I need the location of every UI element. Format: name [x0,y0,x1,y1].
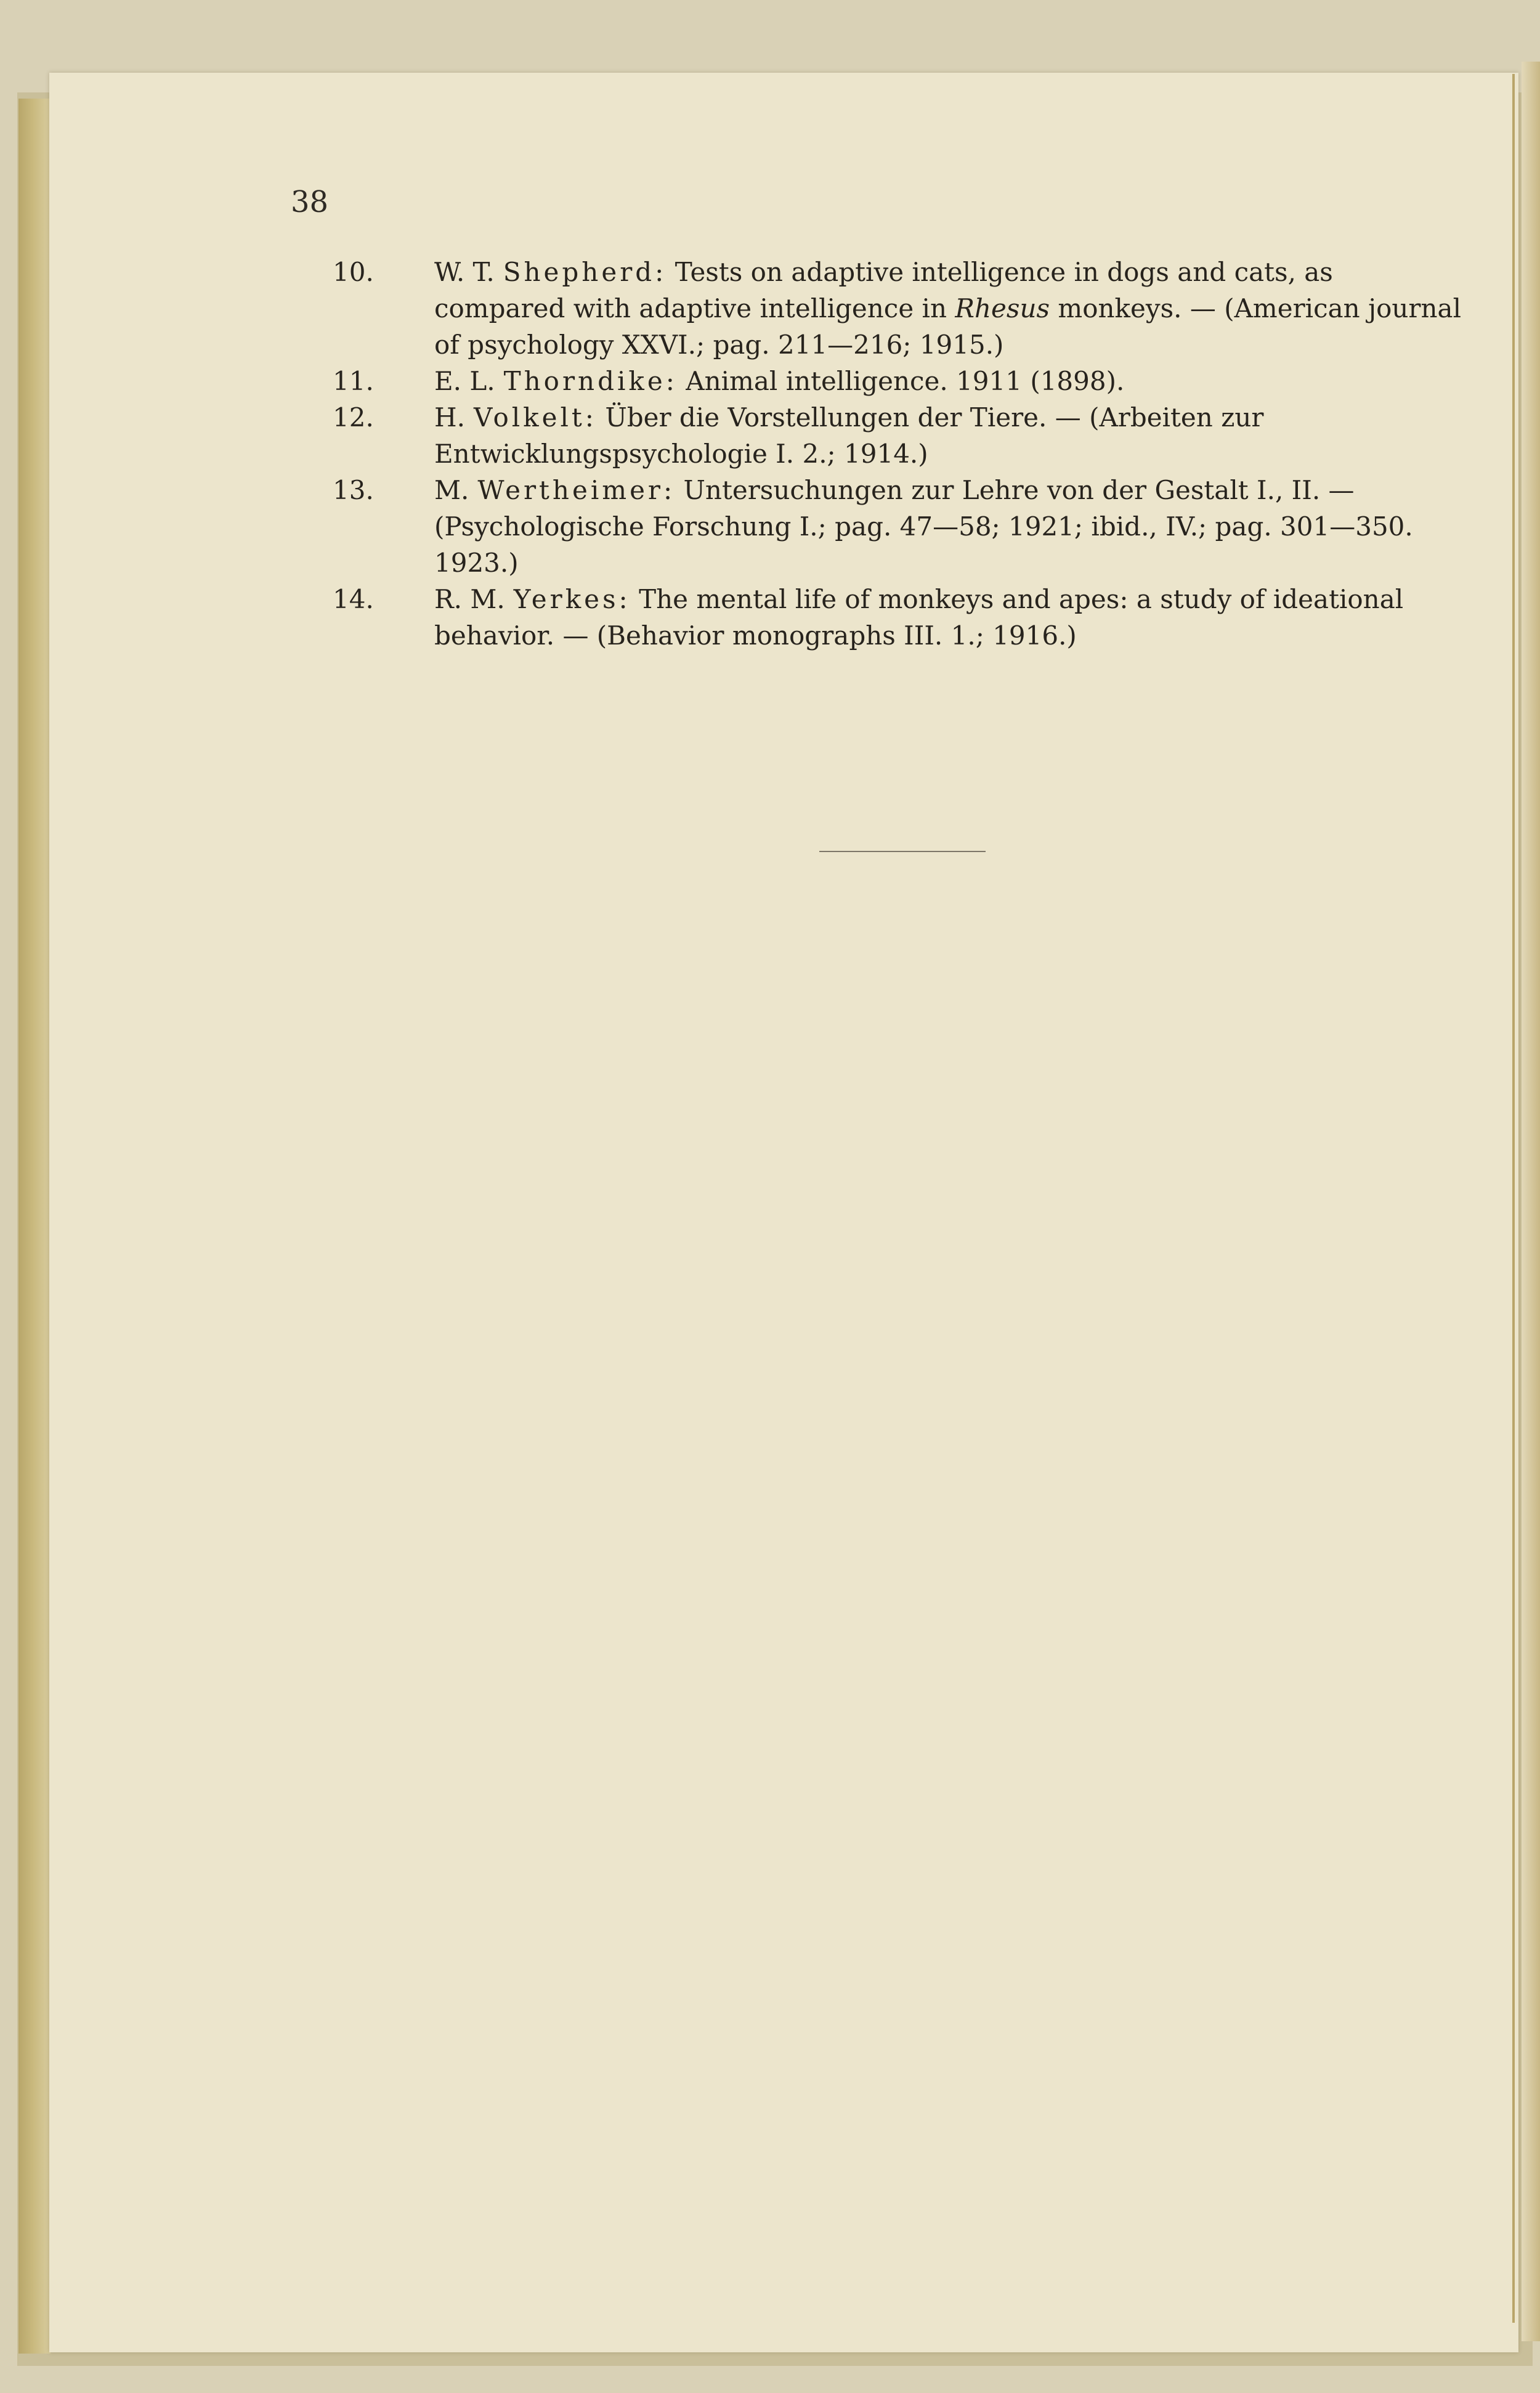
page-fold-line [1512,74,1515,2323]
entry-number: 10. [333,257,374,287]
bibliography-entry [333,399,1463,472]
bibliography-list [333,254,1463,654]
entry-text-continued: monkeys. — (American journal of psychology XXVI.; pag. 211—216; 1915.) [434,293,1462,360]
next-page-edge [1522,62,1540,2341]
bibliography-entry [333,363,1463,399]
page-number: 38 [291,185,329,219]
entry-author: Wertheimer: [477,475,676,505]
entry-initials: E. L. [434,366,495,396]
bibliography-entry [333,472,1463,581]
entry-text: Animal intelligence. 1911 (1898). [686,366,1125,396]
entry-author: Volkelt: [473,402,597,433]
entry-author: Yerkes: [513,584,631,614]
section-divider [819,851,986,852]
entry-text: The mental life of monkeys and apes: a study of ideational behavior. — (Behavior monographs III. 1.; 1916.) [434,584,1404,651]
bibliography-entry [333,254,1463,363]
entry-initials: R. M. [434,584,505,614]
bibliography-entry [333,581,1463,654]
entry-initials: H. [434,402,465,433]
entry-number: 13. [333,475,374,505]
entry-text: Tests on adaptive intelligence in dogs and cats, as compared with adaptive intelligence in [434,257,1333,323]
entry-author: Shepherd: [503,257,667,287]
entry-text: Untersuchungen zur Lehre von der Gestalt I., II. — (Psychologische Forschung I.; pag. 47—58; 1921; ibid., IV.; pag. 301—350. 1923.) [434,475,1413,578]
entry-initials: W. T. [434,257,495,287]
entry-number: 12. [333,402,374,433]
entry-text: Über die Vorstellungen der Tiere. — (Arbeiten zur Entwicklungspsychologie I. 2.; 1914.) [434,402,1264,469]
binding-edge [18,99,51,2354]
entry-number: 14. [333,584,374,614]
entry-italic-text: Rhesus [955,293,1050,323]
entry-initials: M. [434,475,469,505]
entry-number: 11. [333,366,374,396]
entry-author: Thorndike: [503,366,678,396]
